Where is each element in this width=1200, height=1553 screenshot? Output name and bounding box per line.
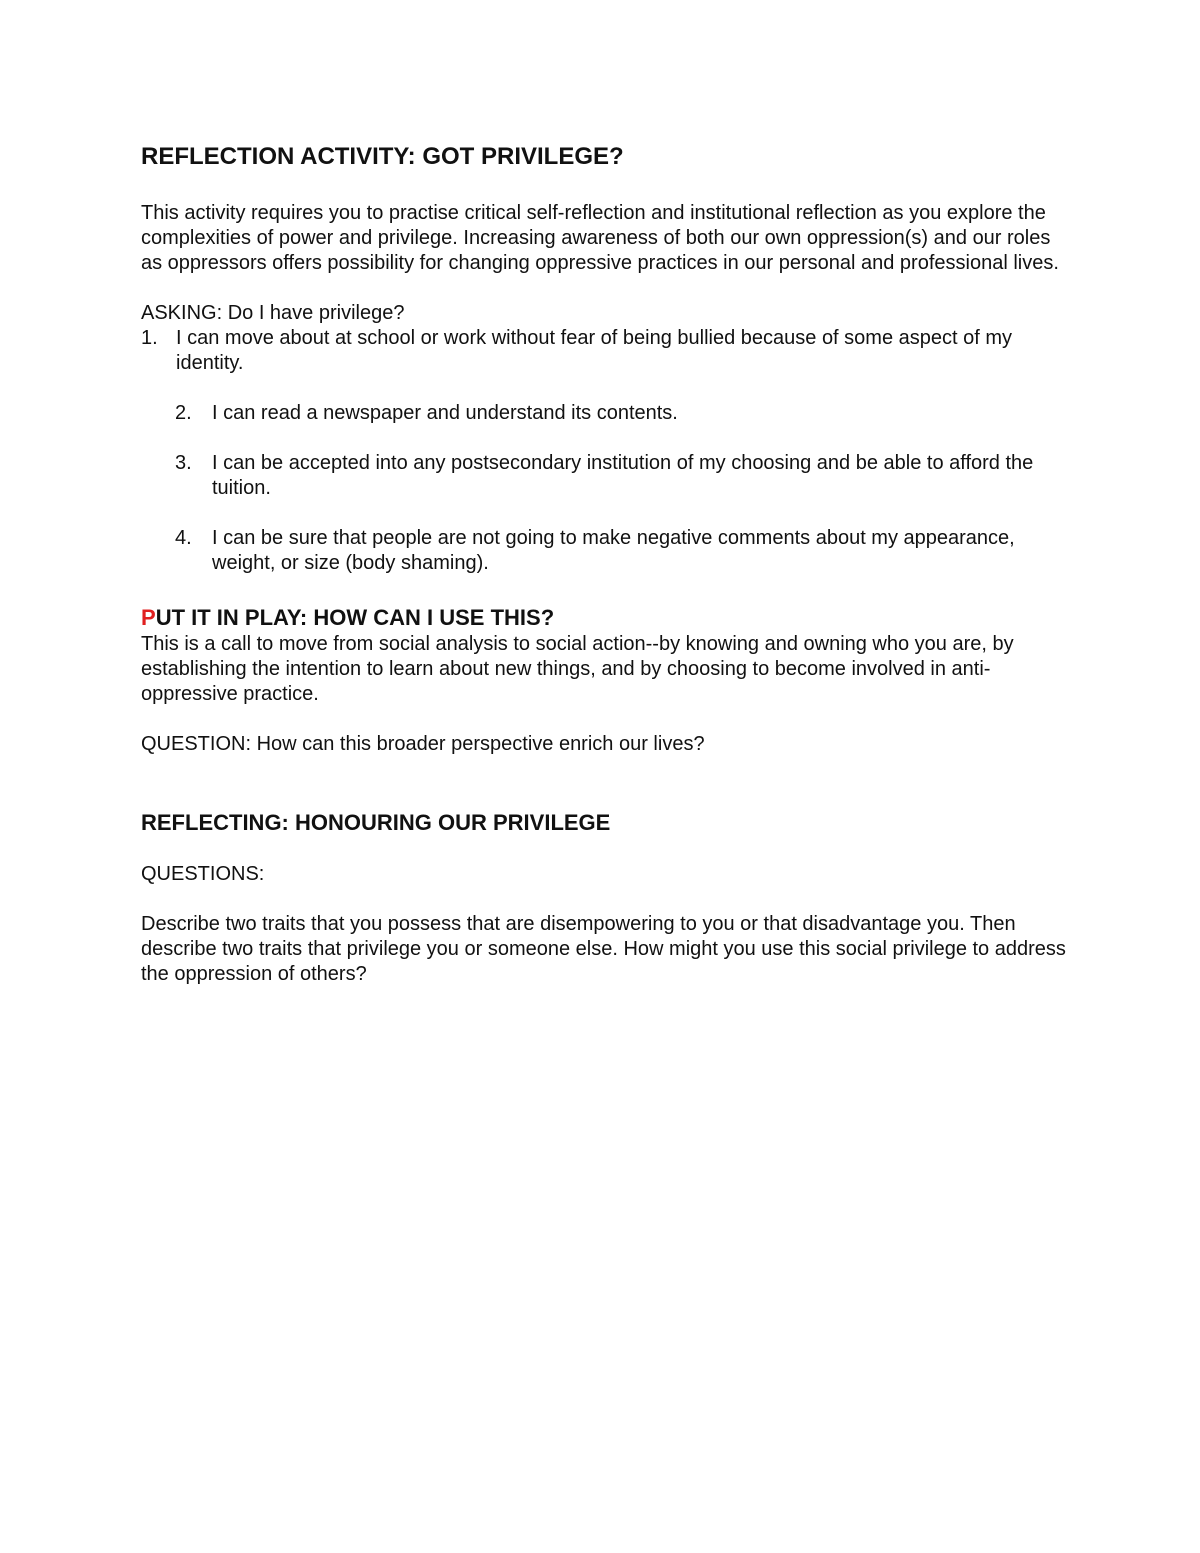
heading-accent-letter: P bbox=[141, 605, 156, 630]
list-item-number: 3. bbox=[175, 452, 192, 474]
list-item-number: 2. bbox=[175, 402, 192, 424]
document-title: REFLECTION ACTIVITY: GOT PRIVILEGE? bbox=[141, 143, 624, 170]
reflecting-heading: REFLECTING: HONOURING OUR PRIVILEGE bbox=[141, 810, 611, 835]
list-item-text: I can be sure that people are not going to make negative comments about my appearance, weight, or size (body shaming). bbox=[212, 527, 1015, 574]
put-it-in-play-heading bbox=[141, 604, 1071, 632]
list-item-number: 1. bbox=[141, 327, 158, 349]
list-item bbox=[141, 401, 1071, 426]
list-item-text: I can move about at school or work without fear of being bullied because of some aspect of my identity. bbox=[176, 327, 1013, 374]
reflecting-body: Describe two traits that you possess that are disempowering to you or that disadvantage you. Then describe two traits that privilege you or someone else. How might you use this social privilege to address the oppression of others? bbox=[141, 913, 1066, 985]
list-item bbox=[141, 526, 1071, 576]
intro-paragraph: This activity requires you to practise critical self-reflection and institutional reflection as you explore the complexities of power and privilege. Increasing awareness of both our own oppression(s) and our roles as oppressors offers possibility for changing oppressive practices in our personal and professional lives. bbox=[141, 202, 1059, 274]
heading-rest: UT IT IN PLAY: HOW CAN I USE THIS? bbox=[155, 605, 555, 630]
questions-label: QUESTIONS: bbox=[141, 863, 265, 885]
put-it-in-play-body: This is a call to move from social analysis to social action--by knowing and owning who you are, by establishing the intention to learn about new things, and by choosing to become involved in anti-oppressive practice. bbox=[141, 633, 1014, 705]
list-item-text: I can read a newspaper and understand its contents. bbox=[212, 402, 678, 424]
question-line: QUESTION: How can this broader perspective enrich our lives? bbox=[141, 733, 705, 755]
list-item bbox=[141, 326, 1071, 376]
list-item-text: I can be accepted into any postsecondary institution of my choosing and be able to afford the tuition. bbox=[212, 452, 1034, 499]
asking-label: ASKING: Do I have privilege? bbox=[141, 302, 405, 324]
list-item bbox=[141, 451, 1071, 501]
list-item-number: 4. bbox=[175, 527, 192, 549]
document-content bbox=[141, 142, 1071, 987]
